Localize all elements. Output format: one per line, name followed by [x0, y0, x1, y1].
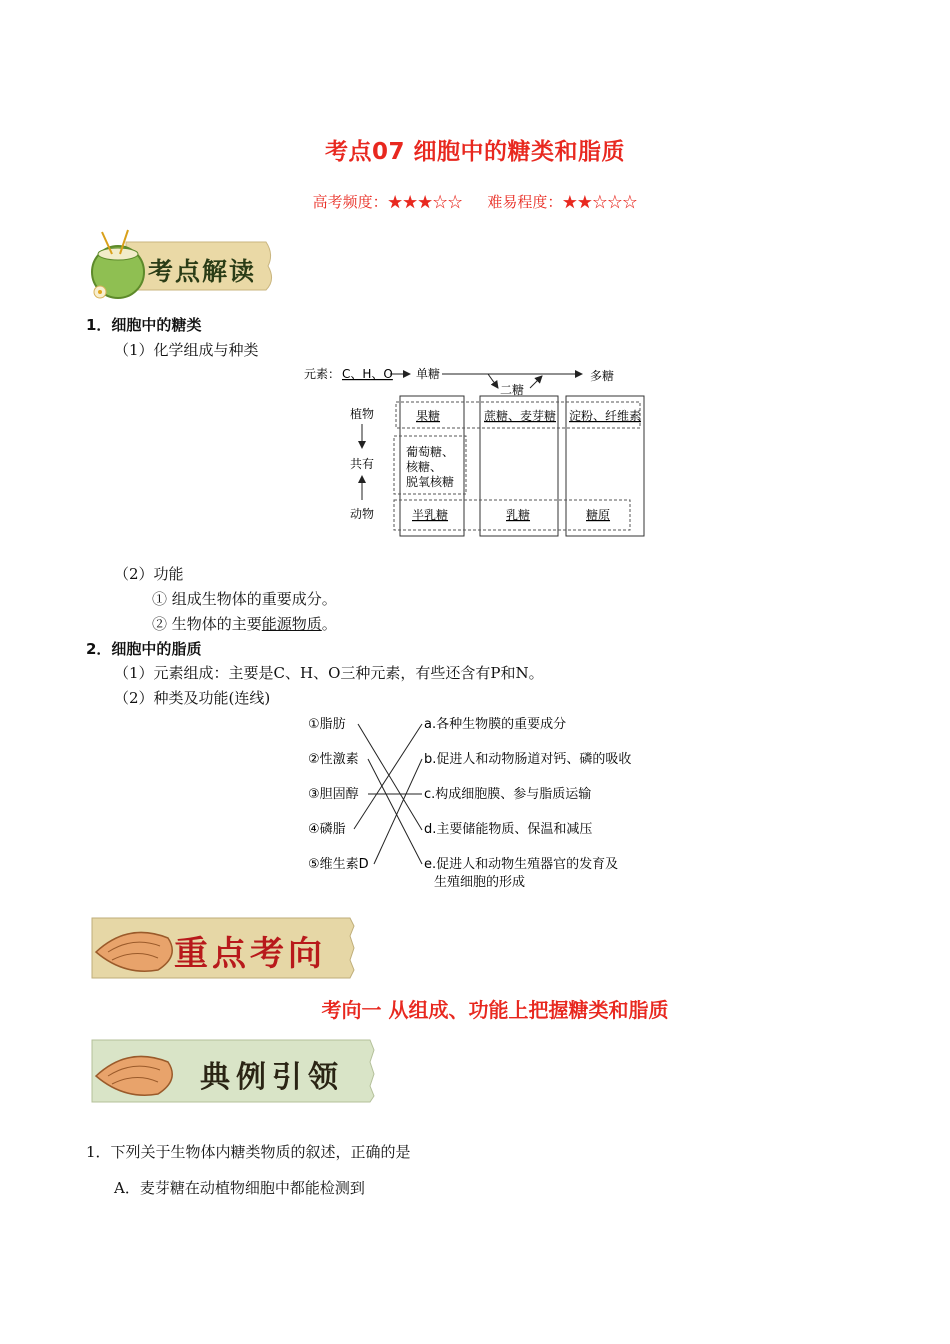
banner-zhongdian-text: 重点考向 — [174, 934, 326, 974]
page-title: 考点07 细胞中的糖类和脂质 — [324, 139, 625, 165]
rating-line — [0, 191, 950, 212]
plant-disaccharides: 蔗糖、麦芽糖 — [484, 409, 557, 423]
question-option-a: A．麦芽糖在动植物细胞中都能检测到 — [114, 1179, 365, 1197]
animal-label: 动物 — [350, 507, 375, 521]
function-2 — [152, 613, 337, 634]
section-2-sub2: （2）种类及功能(连线) — [114, 689, 271, 707]
glycogen: 糖原 — [586, 508, 611, 522]
function-2-post: 。 — [321, 615, 337, 633]
section-2-heading: 2．细胞中的脂质 — [86, 640, 202, 658]
function-1: ① 组成生物体的重要成分。 — [152, 590, 337, 608]
lipid-left-5: ⑤维生素D — [308, 857, 369, 872]
banner-dianli — [88, 1036, 378, 1104]
lipid-left-2: ②性激素 — [308, 752, 359, 767]
function-2-pre: ② 生物体的主要 — [152, 615, 262, 633]
link-hormone-e — [368, 759, 422, 864]
lipid-right-b: b.促进人和动物肠道对钙、磷的吸收 — [424, 752, 632, 767]
lipid-left-1: ①脂肪 — [308, 717, 346, 732]
mono-label: 单糖 — [416, 367, 441, 381]
lipid-left-4: ④磷脂 — [308, 822, 346, 837]
lipid-right-e: e.促进人和动物生殖器官的发育及 — [424, 857, 619, 872]
section-1-sub2: （2）功能 — [114, 565, 184, 583]
lipid-right-d: d.主要储能物质、保温和减压 — [424, 822, 593, 837]
section-1-sub1: （1）化学组成与种类 — [114, 341, 259, 359]
galactose: 半乳糖 — [412, 508, 449, 522]
difficulty-level: 难易程度：★★☆☆☆ — [487, 193, 638, 211]
section-1-heading: 1．细胞中的糖类 — [86, 316, 202, 334]
plant-label: 植物 — [350, 407, 375, 421]
lipid-right-e-cont: 生殖细胞的形成 — [434, 875, 526, 890]
common-sugar-3: 脱氧核糖 — [406, 475, 455, 489]
function-2-underlined: 能源物质 — [261, 615, 322, 633]
poly-label: 多糖 — [590, 369, 615, 383]
banner-dianli-text: 典例引领 — [200, 1060, 344, 1095]
elements-label: 元素： — [304, 367, 341, 381]
di-label: 二糖 — [500, 383, 525, 397]
banner-kaodian-text: 考点解读 — [148, 257, 257, 286]
link-vitd-b — [374, 759, 422, 864]
lipid-right-c: c.构成细胞膜、参与脂质运输 — [424, 787, 592, 802]
sugar-classification-diagram — [302, 362, 652, 544]
fructose: 果糖 — [416, 409, 441, 423]
question-stem: 1．下列关于生物体内糖类物质的叙述，正确的是 — [86, 1143, 411, 1161]
lipid-left-3: ③胆固醇 — [308, 787, 359, 802]
banner-kaodian — [86, 228, 276, 304]
common-label: 共有 — [350, 457, 375, 471]
elements-chno: C、H、O — [342, 367, 393, 381]
banner-zhongdian — [88, 912, 358, 982]
lipid-right-a: a.各种生物膜的重要成分 — [424, 717, 567, 732]
common-sugar-2: 核糖、 — [406, 460, 443, 474]
subsection-title: 考向一 从组成、功能上把握糖类和脂质 — [321, 998, 669, 1022]
exam-frequency: 高考频度：★★★☆☆ — [312, 193, 463, 211]
lactose: 乳糖 — [506, 508, 531, 522]
section-2-sub1: （1）元素组成：主要是C、H、O三种元素，有些还含有P和N。 — [114, 664, 544, 682]
common-sugar-1: 葡萄糖、 — [406, 445, 455, 459]
link-fat-d — [358, 724, 422, 830]
plant-polysaccharides: 淀粉、纤维素 — [569, 409, 642, 423]
arrow-di-to-poly — [530, 376, 542, 388]
lipid-matching-diagram — [304, 708, 654, 890]
arrow-mono-to-di — [488, 374, 498, 388]
